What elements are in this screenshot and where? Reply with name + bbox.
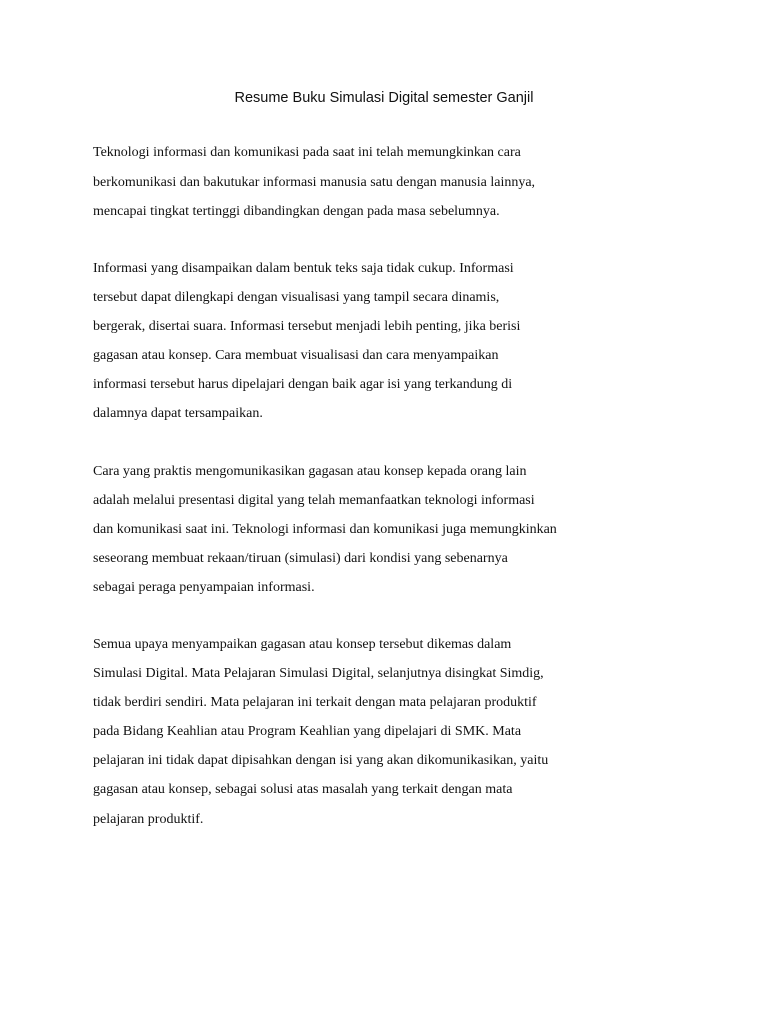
paragraph-3-line-3: dan komunikasi saat ini. Teknologi informasi dan komunikasi juga memungkinkan <box>93 522 557 537</box>
paragraph-4-line-3: tidak berdiri sendiri. Mata pelajaran ini terkait dengan mata pelajaran produktif <box>93 695 537 710</box>
paragraph-1-line-3: mencapai tingkat tertinggi dibandingkan dengan pada masa sebelumnya. <box>93 204 500 219</box>
paragraph-2-line-2: tersebut dapat dilengkapi dengan visualisasi yang tampil secara dinamis, <box>93 290 500 305</box>
paragraph-4-line-5: pelajaran ini tidak dapat dipisahkan dengan isi yang akan dikomunikasikan, yaitu <box>93 753 549 768</box>
document-title: Resume Buku Simulasi Digital semester Ganjil <box>234 90 534 106</box>
paragraph-2-line-5: informasi tersebut harus dipelajari dengan baik agar isi yang terkandung di <box>93 377 513 392</box>
paragraph-1-line-1: Teknologi informasi dan komunikasi pada saat ini telah memungkinkan cara <box>93 145 521 160</box>
paragraph-3-line-5: sebagai peraga penyampaian informasi. <box>93 580 315 595</box>
paragraph-3-line-1: Cara yang praktis mengomunikasikan gagasan atau konsep kepada orang lain <box>93 464 527 479</box>
paragraph-2-line-4: gagasan atau konsep. Cara membuat visualisasi dan cara menyampaikan <box>93 348 499 363</box>
paragraph-2-line-6: dalamnya dapat tersampaikan. <box>93 406 263 421</box>
paragraph-2-line-1: Informasi yang disampaikan dalam bentuk teks saja tidak cukup. Informasi <box>93 261 514 276</box>
paragraph-4-line-7: pelajaran produktif. <box>93 812 204 827</box>
paragraph-2-line-3: bergerak, disertai suara. Informasi tersebut menjadi lebih penting, jika berisi <box>93 319 521 334</box>
paragraph-4-line-1: Semua upaya menyampaikan gagasan atau konsep tersebut dikemas dalam <box>93 637 512 652</box>
paragraph-3-line-2: adalah melalui presentasi digital yang telah memanfaatkan teknologi informasi <box>93 493 535 508</box>
paragraph-4-line-2: Simulasi Digital. Mata Pelajaran Simulasi Digital, selanjutnya disingkat Simdig, <box>93 666 544 681</box>
paragraph-1-line-2: berkomunikasi dan bakutukar informasi manusia satu dengan manusia lainnya, <box>93 175 536 190</box>
paragraph-4-line-4: pada Bidang Keahlian atau Program Keahlian yang dipelajari di SMK. Mata <box>93 724 522 739</box>
paragraph-3-line-4: seseorang membuat rekaan/tiruan (simulasi) dari kondisi yang sebenarnya <box>93 551 508 566</box>
paragraph-4-line-6: gagasan atau konsep, sebagai solusi atas masalah yang terkait dengan mata <box>93 782 513 797</box>
